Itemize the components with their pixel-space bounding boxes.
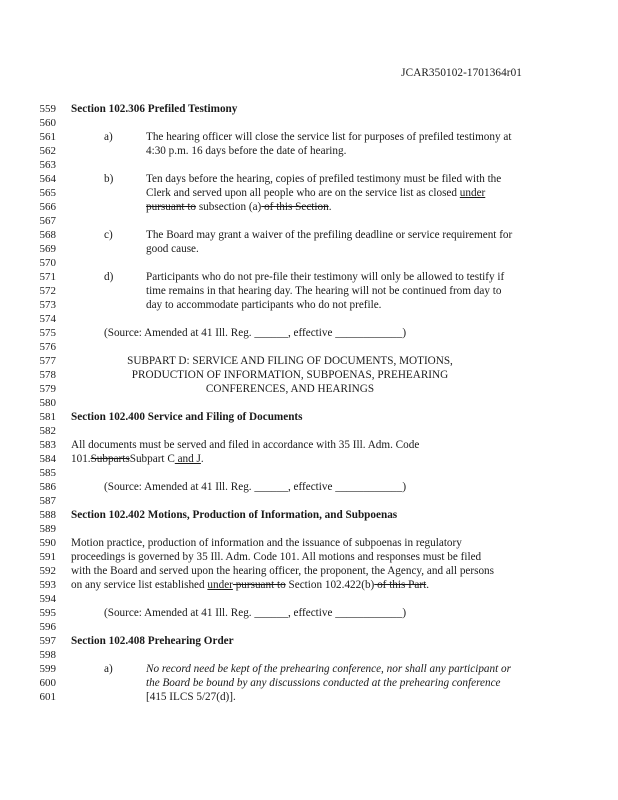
line-number: 561 (39, 131, 56, 143)
line-number: 564 (39, 173, 56, 185)
inserted-text: and J (174, 453, 201, 465)
line-number: 570 (39, 257, 56, 269)
line-number: 586 (39, 481, 56, 493)
item-a-line1: The hearing officer will close the service list for purposes of prefiled testimony at (146, 131, 512, 143)
inserted-text: under (207, 579, 233, 591)
line-number: 583 (39, 439, 56, 451)
item-d-line1: Participants who do not pre-file their testimony will only be allowed to testify if (146, 271, 505, 283)
line-number: 592 (39, 565, 56, 577)
item-d-line3: day to accommodate participants who do not prefile. (146, 299, 382, 311)
line-number: 593 (39, 579, 56, 591)
line-number: 567 (39, 215, 56, 227)
document-id-header: JCAR350102-1701364r01 (401, 67, 522, 79)
section-402-heading: Section 102.402 Motions, Production of Information, and Subpoenas (71, 509, 398, 521)
line-number: 563 (39, 159, 56, 171)
deleted-text: of this Section (261, 201, 329, 213)
deleted-text: pursuant to (146, 201, 197, 213)
line-number: 572 (39, 285, 56, 297)
line-number: 589 (39, 523, 56, 535)
source-note: (Source: Amended at 41 Ill. Reg. ______, effective ____________) (104, 481, 407, 493)
source-note: (Source: Amended at 41 Ill. Reg. ______, effective ____________) (104, 327, 407, 339)
line-number: 559 (39, 103, 56, 115)
subpart-title-line3: CONFERENCES, AND HEARINGS (205, 383, 375, 395)
item-d-label: d) (104, 271, 114, 283)
line-number: 562 (39, 145, 56, 157)
line-number: 601 (39, 691, 56, 703)
line-number: 598 (39, 649, 56, 661)
item-c-label: c) (104, 229, 113, 241)
line-number: 594 (39, 593, 56, 605)
line-number: 588 (39, 509, 56, 521)
line-number: 573 (39, 299, 56, 311)
line-number: 582 (39, 425, 56, 437)
line-number: 599 (39, 663, 56, 675)
subpart-title-line2: PRODUCTION OF INFORMATION, SUBPOENAS, PREHEARING (131, 369, 449, 381)
line-number: 597 (39, 635, 56, 647)
line-number: 600 (39, 677, 56, 689)
inserted-text: under (459, 187, 486, 199)
line-number: 580 (39, 397, 56, 409)
line-number: 587 (39, 495, 56, 507)
item-b-line1: Ten days before the hearing, copies of prefiled testimony must be filed with the (146, 173, 502, 185)
line-number: 581 (39, 411, 56, 423)
item-b-label: b) (104, 173, 114, 185)
line-number: 576 (39, 341, 56, 353)
line-number: 591 (39, 551, 56, 563)
section-400-para-line1: All documents must be served and filed in accordance with 35 Ill. Adm. Code (71, 439, 420, 451)
line-number: 574 (39, 313, 56, 325)
deleted-text: Subparts (90, 453, 130, 465)
item-a-label: a) (104, 131, 113, 143)
section-408-heading: Section 102.408 Prehearing Order (71, 635, 234, 647)
line-number: 568 (39, 229, 56, 241)
source-note: (Source: Amended at 41 Ill. Reg. ______, effective ____________) (104, 607, 407, 619)
subpart-title-line1: SUBPART D: SERVICE AND FILING OF DOCUMENTS, MOTIONS, (127, 355, 453, 367)
section-402-para-line3: with the Board and served upon the hearing officer, the proponent, the Agency, and all persons (71, 565, 494, 577)
line-number: 579 (39, 383, 56, 395)
line-number: 595 (39, 607, 56, 619)
quoted-statute-line2: the Board be bound by any discussions conducted at the prehearing conference (146, 677, 501, 689)
statute-citation: [415 ILCS 5/27(d)]. (146, 691, 236, 703)
item-c-line1: The Board may grant a waiver of the prefiling deadline or service requirement for (146, 229, 513, 241)
deleted-text: pursuant to (232, 579, 286, 591)
line-number: 577 (39, 355, 56, 367)
line-number: 565 (39, 187, 56, 199)
item-b-line2: Clerk and served upon all people who are on the service list as closed under (146, 187, 486, 199)
line-number: 560 (39, 117, 56, 129)
section-400-para-line2: 101.SubpartsSubpart C and J. (71, 453, 204, 465)
line-number: 578 (39, 369, 56, 381)
line-number: 569 (39, 243, 56, 255)
section-402-para-line1: Motion practice, production of information and the issuance of subpoenas in regulatory (71, 537, 462, 549)
line-number: 585 (39, 467, 56, 479)
section-306-heading: Section 102.306 Prefiled Testimony (71, 103, 238, 115)
line-number: 571 (39, 271, 56, 283)
item-b-line3: pursuant to subsection (a) of this Section. (146, 201, 332, 213)
item-d-line2: time remains in that hearing day. The hearing will not be continued from day to (146, 285, 502, 297)
section-400-heading: Section 102.400 Service and Filing of Documents (71, 411, 303, 423)
line-number: 584 (39, 453, 56, 465)
quoted-statute-line1: No record need be kept of the prehearing conference, nor shall any participant or (146, 663, 511, 675)
line-number: 596 (39, 621, 56, 633)
section-402-para-line2: proceedings is governed by 35 Ill. Adm. Code 101. All motions and responses must be filed (71, 551, 482, 563)
section-402-para-line4: on any service list established under pursuant to Section 102.422(b) of this Part. (71, 579, 429, 591)
line-number: 566 (39, 201, 56, 213)
line-number: 575 (39, 327, 56, 339)
line-number: 590 (39, 537, 56, 549)
item-a-line2: 4:30 p.m. 16 days before the date of hearing. (146, 145, 347, 157)
deleted-text: of this Part (374, 579, 427, 591)
item-a-label: a) (104, 663, 113, 675)
item-c-line2: good cause. (146, 243, 199, 255)
